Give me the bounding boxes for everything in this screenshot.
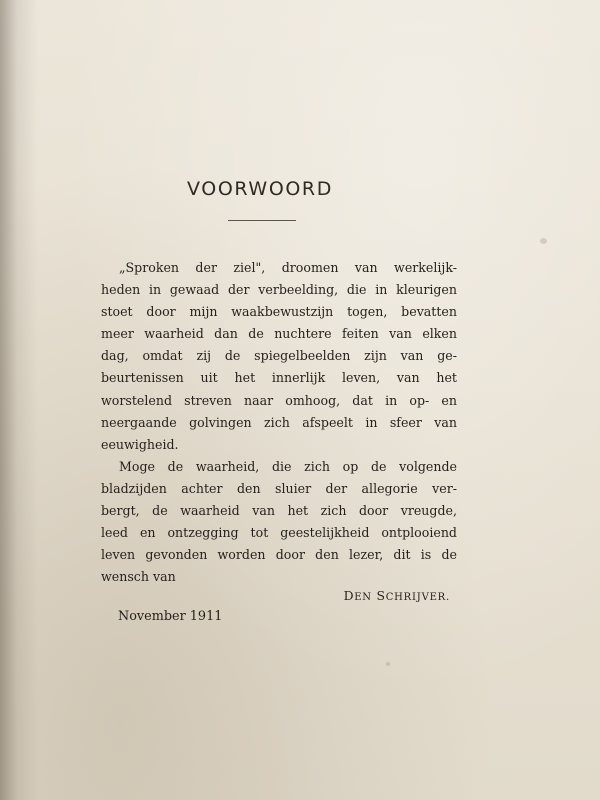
paper-foxing-spot [540, 238, 547, 244]
paragraph-2 [101, 456, 457, 589]
text-line: beurtenissen uit het innerlijk leven, van het [101, 370, 457, 386]
text-line: leed en ontzegging tot geestelijkheid ontplooiend [101, 525, 457, 541]
text-line: leven gevonden worden door den lezer, dit is de [101, 547, 457, 563]
text-line: „Sproken der ziel", droomen van werkelijk- [119, 260, 457, 275]
preface-heading: VOORWOORD [187, 178, 333, 200]
heading-divider [228, 220, 296, 221]
text-line: heden in gewaad der verbeelding, die in kleurigen [101, 282, 457, 298]
text-line: Moge de waarheid, die zich op de volgende [119, 458, 457, 474]
text-line: worstelend streven naar omhoog, dat in op- en [101, 392, 457, 408]
text-line: neergaande golvingen zich afspeelt in sfeer van [101, 414, 457, 430]
binding-shadow [0, 0, 38, 800]
preface-text [101, 257, 457, 588]
text-line: dag, omdat zij de spiegelbeelden zijn van ge- [101, 348, 457, 364]
author-signature: DEN SCHRIJVER. [343, 588, 450, 603]
text-line: eeuwigheid. [101, 436, 179, 452]
paragraph-1 [101, 257, 457, 456]
text-line: wensch van [101, 569, 176, 585]
paper-foxing-spot [386, 662, 390, 666]
text-line: meer waarheid dan de nuchtere feiten van elken [101, 326, 457, 342]
text-line: bladzijden achter den sluier der allegorie ver- [101, 480, 457, 496]
text-line: bergt, de waarheid van het zich door vreugde, [101, 503, 457, 519]
preface-date: November 1911 [118, 609, 223, 624]
text-line: stoet door mijn waakbewustzijn togen, bevatten [101, 304, 457, 320]
